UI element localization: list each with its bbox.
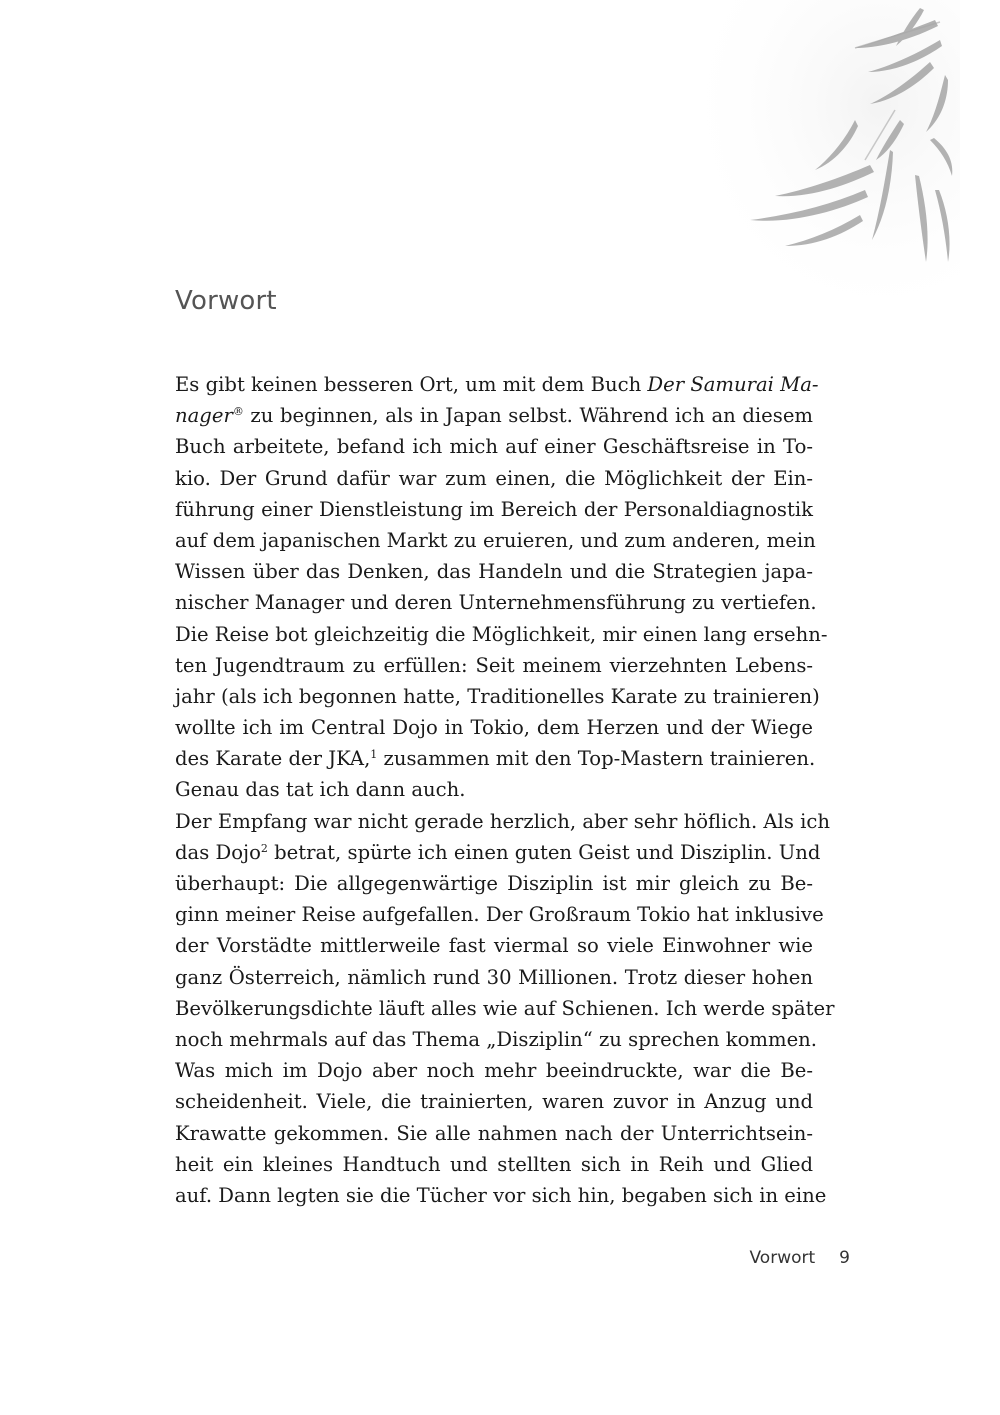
- text-segment: des Karate der JKA,: [175, 747, 371, 771]
- text-segment: scheidenheit. Viele, die trainierten, waren zuvor in Anzug und: [175, 1090, 813, 1114]
- text-line: [175, 463, 813, 494]
- text-line: [175, 619, 828, 650]
- text-segment: Wissen über das Denken, das Handeln und die Strategien japa-: [175, 560, 813, 584]
- text-segment: Bevölkerungsdichte läuft alles wie auf Schienen. Ich werde später: [175, 996, 835, 1020]
- text-segment: zu beginnen, als in Japan selbst. Während ich an diesem: [243, 404, 813, 428]
- text-line: [175, 1149, 813, 1180]
- text-line: [175, 806, 830, 837]
- text-line: [175, 1055, 813, 1086]
- text-line: [175, 774, 813, 805]
- text-segment: führung einer Dienstleistung im Bereich der Personaldiagnostik: [175, 497, 813, 521]
- text-line: [175, 743, 816, 774]
- text-line: [175, 650, 813, 681]
- text-segment: Genau das tat ich dann auch.: [175, 778, 466, 802]
- body-text: [175, 369, 835, 1211]
- text-line: [175, 993, 835, 1024]
- text-line: [175, 1180, 827, 1211]
- page-footer: [600, 1248, 850, 1268]
- text-line: [175, 1118, 813, 1149]
- text-line: [175, 525, 816, 556]
- text-segment: der Vorstädte mittlerweile fast viermal so viele Einwohner wie: [175, 934, 813, 958]
- text-line: [175, 1024, 818, 1055]
- text-segment: Krawatte gekommen. Sie alle nahmen nach der Unterrichtsein-: [175, 1121, 813, 1145]
- text-segment: kio. Der Grund dafür war zum einen, die Möglichkeit der Ein-: [175, 466, 813, 490]
- text-line: [175, 930, 813, 961]
- text-segment: das Dojo: [175, 840, 261, 864]
- text-line: [175, 556, 813, 587]
- text-segment: Die Reise bot gleichzeitig die Möglichkeit, mir einen lang ersehn-: [175, 622, 828, 646]
- chapter-title: Vorwort: [175, 286, 277, 316]
- footnote-marker: 1: [370, 748, 378, 762]
- text-segment: betrat, spürte ich einen guten Geist und Disziplin. Und: [267, 840, 821, 864]
- footnote-marker: 2: [260, 841, 268, 855]
- footnote-marker: ®: [232, 405, 244, 419]
- text-segment: überhaupt: Die allgegenwärtige Disziplin ist mir gleich zu Be-: [175, 872, 813, 895]
- text-segment: auf dem japanischen Markt zu eruieren, und zum anderen, mein: [175, 528, 816, 552]
- text-line: [175, 431, 813, 462]
- text-segment: nischer Manager und deren Unternehmensführung zu vertiefen.: [175, 591, 817, 615]
- text-line: [175, 1086, 813, 1117]
- text-line: [175, 899, 824, 930]
- text-segment: ginn meiner Reise aufgefallen. Der Großraum Tokio hat inklusive: [175, 903, 824, 927]
- text-line: [175, 837, 821, 868]
- text-line: [175, 400, 813, 431]
- text-segment: Was mich im Dojo aber noch mehr beeindruckte, war die Be-: [175, 1059, 813, 1083]
- text-line: [175, 681, 820, 712]
- text-segment: ten Jugendtraum zu erfüllen: Seit meinem vierzehnten Lebens-: [175, 653, 813, 677]
- text-segment: noch mehrmals auf das Thema „Disziplin“ zu sprechen kommen.: [175, 1027, 818, 1051]
- bamboo-leaves-icon: [690, 0, 960, 300]
- text-line: [175, 962, 813, 993]
- page-number: 9: [839, 1248, 850, 1268]
- text-segment: ganz Österreich, nämlich rund 30 Millionen. Trotz dieser hohen: [175, 965, 813, 989]
- text-segment: zusammen mit den Top-Mastern trainieren.: [377, 747, 816, 771]
- text-segment: wollte ich im Central Dojo in Tokio, dem Herzen und der Wiege: [175, 716, 813, 740]
- text-segment: auf. Dann legten sie die Tücher vor sich hin, begaben sich in eine: [175, 1183, 827, 1207]
- italic-text: nager: [175, 404, 233, 428]
- text-line: [175, 587, 817, 618]
- text-segment: Buch arbeitete, befand ich mich auf einer Geschäftsreise in To-: [175, 435, 813, 459]
- text-line: [175, 712, 813, 743]
- text-segment: heit ein kleines Handtuch und stellten sich in Reih und Glied: [175, 1152, 813, 1176]
- text-line: [175, 868, 813, 899]
- text-segment: Der Empfang war nicht gerade herzlich, aber sehr höflich. Als ich: [175, 809, 830, 833]
- text-line: [175, 369, 819, 400]
- text-segment: Es gibt keinen besseren Ort, um mit dem Buch: [175, 373, 648, 396]
- text-segment: jahr (als ich begonnen hatte, Traditionelles Karate zu trainieren): [175, 684, 820, 708]
- running-title: Vorwort: [749, 1248, 816, 1268]
- text-line: [175, 494, 813, 525]
- italic-text: Der Samurai Ma-: [647, 373, 819, 396]
